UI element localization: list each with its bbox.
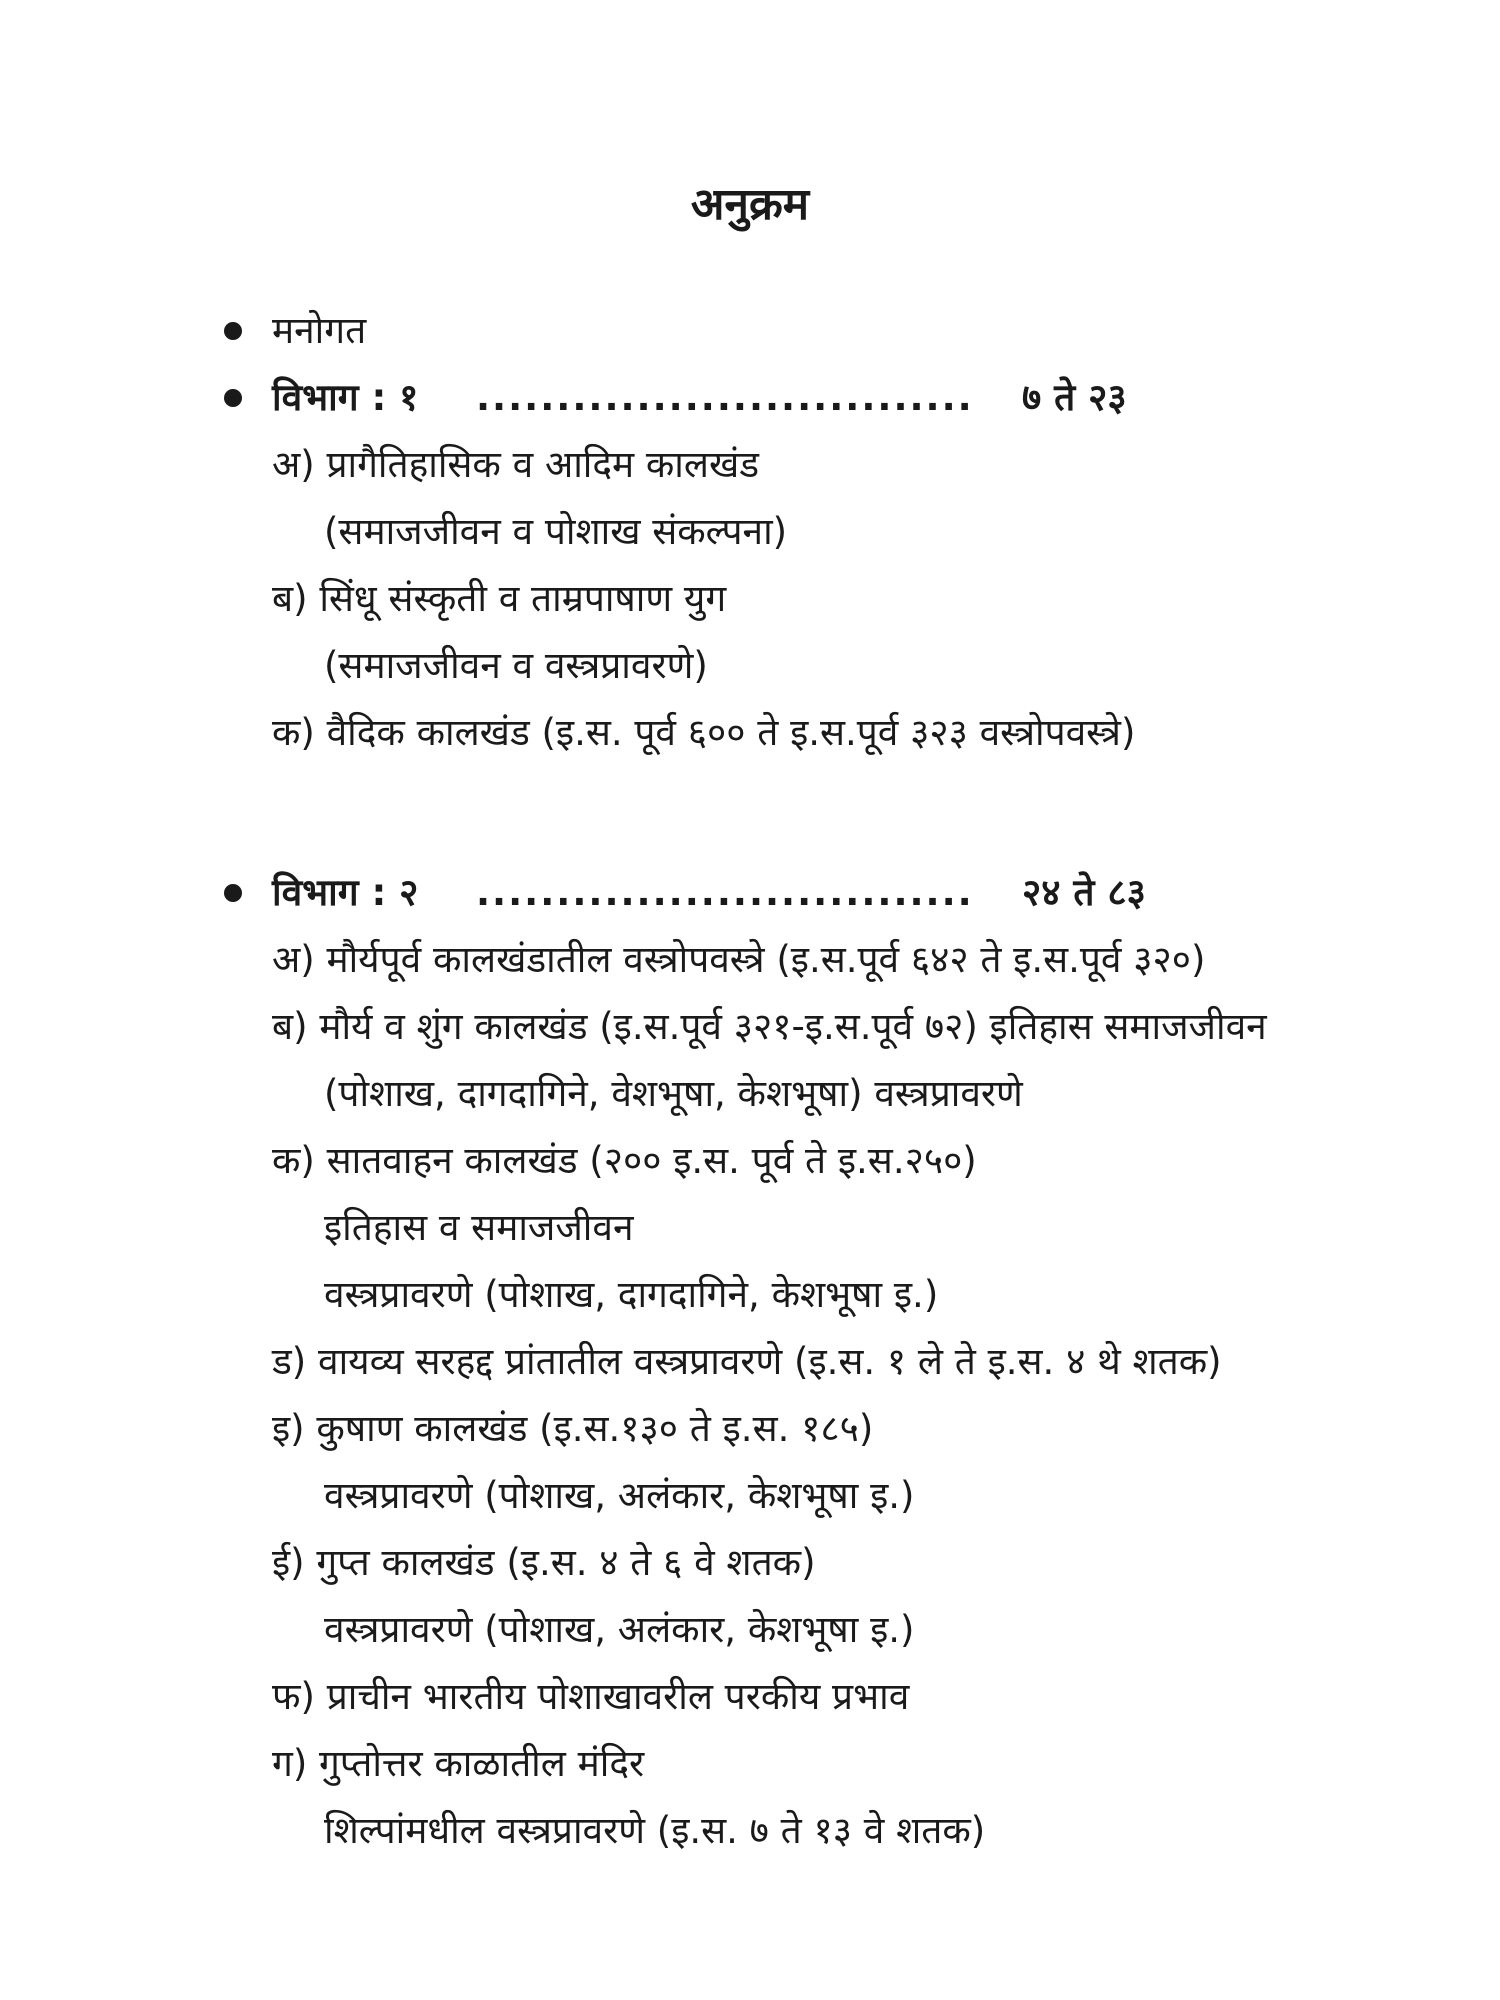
toc-entry: क) सातवाहन कालखंड (२०० इ.स. पूर्व ते इ.स.२५०)	[272, 1139, 977, 1182]
section-2-page-range: २४ ते ८३	[1022, 871, 1146, 914]
toc-entry: ड) वायव्य सरहद्द प्रांतातील वस्त्रप्रावरणे (इ.स. १ ले ते इ.स. ४ थे शतक)	[272, 1340, 1222, 1383]
toc-subentry: (समाजजीवन व वस्त्रप्रावरणे)	[324, 644, 708, 687]
bullet-icon	[224, 884, 242, 902]
toc-entry: इ) कुषाण कालखंड (इ.स.१३० ते इ.स. १८५)	[272, 1407, 874, 1450]
toc-entry: ब) सिंधू संस्कृती व ताम्रपाषाण युग	[272, 577, 727, 620]
section-1-page-range: ७ ते २३	[1022, 376, 1127, 419]
toc-entry: फ) प्राचीन भारतीय पोशाखावरील परकीय प्रभाव	[272, 1675, 910, 1718]
bullet-icon	[224, 322, 242, 340]
bullet-icon	[224, 389, 242, 407]
page-title: अनुक्रम	[690, 179, 810, 230]
section-1-leader-dots: ...............................	[476, 376, 974, 419]
toc-subentry: इतिहास व समाजजीवन	[324, 1206, 634, 1249]
toc-entry: अ) प्रागैतिहासिक व आदिम कालखंड	[272, 443, 760, 486]
toc-entry: अ) मौर्यपूर्व कालखंडातील वस्त्रोपवस्त्रे (इ.स.पूर्व ६४२ ते इ.स.पूर्व ३२०)	[272, 938, 1206, 981]
toc-subentry: (पोशाख, दागदागिने, वेशभूषा, केशभूषा) वस्त्रप्रावरणे	[324, 1072, 1023, 1115]
toc-subentry: (समाजजीवन व पोशाख संकल्पना)	[324, 510, 788, 553]
toc-subentry: वस्त्रप्रावरणे (पोशाख, दागदागिने, केशभूषा इ.)	[324, 1273, 939, 1316]
toc-entry: ई) गुप्त कालखंड (इ.स. ४ ते ६ वे शतक)	[272, 1541, 816, 1584]
toc-entry: क) वैदिक कालखंड (इ.स. पूर्व ६०० ते इ.स.पूर्व ३२३ वस्त्रोपवस्त्रे)	[272, 711, 1136, 754]
toc-subentry: वस्त्रप्रावरणे (पोशाख, अलंकार, केशभूषा इ.)	[324, 1474, 915, 1517]
section-2-leader-dots: ...............................	[476, 871, 974, 914]
toc-subentry: शिल्पांमधील वस्त्रप्रावरणे (इ.स. ७ ते १३ वे शतक)	[324, 1809, 986, 1852]
section-2-label: विभाग : २	[272, 871, 419, 914]
toc-entry: ब) मौर्य व शुंग कालखंड (इ.स.पूर्व ३२१-इ.स.पूर्व ७२) इतिहास समाजजीवन	[272, 1005, 1267, 1048]
section-1-label: विभाग : १	[272, 376, 419, 419]
toc-entry: ग) गुप्तोत्तर काळातील मंदिर	[272, 1742, 645, 1785]
intro-entry: मनोगत	[272, 309, 367, 352]
toc-subentry: वस्त्रप्रावरणे (पोशाख, अलंकार, केशभूषा इ.)	[324, 1608, 915, 1651]
